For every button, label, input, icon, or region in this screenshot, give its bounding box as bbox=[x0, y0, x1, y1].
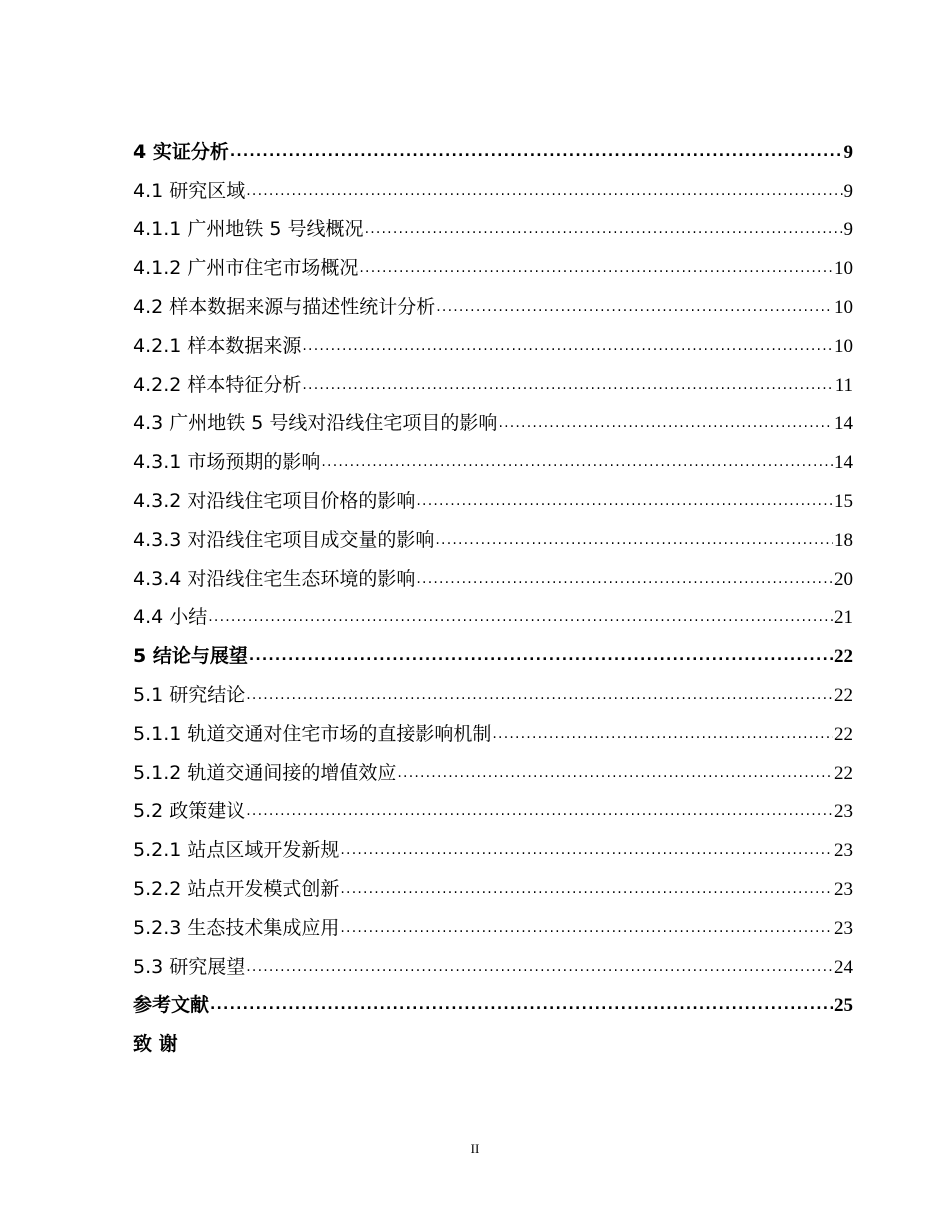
toc-entry-label: 4.1.2 广州市住宅市场概况 bbox=[133, 257, 359, 280]
toc-entry-label: 4.3.2 对沿线住宅项目价格的影响 bbox=[133, 489, 416, 512]
toc-leader-dots bbox=[492, 727, 833, 741]
toc-entry[interactable] bbox=[133, 401, 853, 440]
toc-entry-label: 4.3.3 对沿线住宅项目成交量的影响 bbox=[133, 528, 435, 551]
toc-entry[interactable] bbox=[133, 595, 853, 634]
toc-entry-page: 22 bbox=[834, 684, 853, 706]
toc-entry[interactable] bbox=[133, 711, 853, 750]
toc-entry[interactable] bbox=[133, 1021, 853, 1060]
toc-leader-dots bbox=[340, 921, 833, 935]
toc-entry-label: 4.3 广州地铁 5 号线对沿线住宅项目的影响 bbox=[133, 412, 498, 435]
toc-entry-page: 14 bbox=[834, 413, 853, 435]
toc-entry[interactable] bbox=[133, 633, 853, 672]
toc-entry[interactable] bbox=[133, 245, 853, 284]
toc-entry-label: 4.1.1 广州地铁 5 号线概况 bbox=[133, 218, 364, 241]
toc-entry-page: 21 bbox=[834, 607, 853, 629]
toc-entry-page: 23 bbox=[834, 917, 853, 939]
toc-leader-dots bbox=[246, 960, 833, 974]
table-of-contents bbox=[133, 129, 853, 1060]
toc-leader-dots bbox=[246, 804, 833, 818]
toc-entry[interactable] bbox=[133, 439, 853, 478]
toc-entry-label: 4.2 样本数据来源与描述性统计分析 bbox=[133, 295, 436, 318]
toc-entry-label: 5.1.2 轨道交通间接的增值效应 bbox=[133, 761, 397, 784]
toc-leader-dots bbox=[302, 339, 833, 353]
toc-leader-dots bbox=[208, 610, 833, 624]
toc-leader-dots bbox=[246, 688, 833, 702]
toc-entry-page: 14 bbox=[834, 452, 853, 474]
toc-entry-page: 10 bbox=[834, 335, 853, 357]
toc-entry[interactable] bbox=[133, 944, 853, 983]
toc-entry[interactable] bbox=[133, 129, 853, 168]
toc-entry-label: 4.1 研究区域 bbox=[133, 179, 246, 202]
toc-leader-dots bbox=[436, 300, 833, 314]
toc-entry-page: 9 bbox=[843, 141, 853, 163]
toc-leader-dots bbox=[321, 455, 833, 469]
toc-entry-label: 5.1.1 轨道交通对住宅市场的直接影响机制 bbox=[133, 722, 492, 745]
toc-entry-label: 4.3.1 市场预期的影响 bbox=[133, 451, 321, 474]
toc-entry[interactable] bbox=[133, 362, 853, 401]
toc-entry-page: 9 bbox=[843, 219, 853, 241]
toc-entry[interactable] bbox=[133, 905, 853, 944]
toc-leader-dots bbox=[230, 145, 843, 159]
toc-entry[interactable] bbox=[133, 983, 853, 1022]
toc-leader-dots bbox=[210, 998, 833, 1012]
toc-entry-label: 5.2 政策建议 bbox=[133, 800, 246, 823]
toc-entry[interactable] bbox=[133, 750, 853, 789]
toc-entry[interactable] bbox=[133, 478, 853, 517]
toc-entry-label: 4.2.2 样本特征分析 bbox=[133, 373, 302, 396]
toc-entry-page: 23 bbox=[834, 840, 853, 862]
toc-leader-dots bbox=[435, 533, 833, 547]
toc-entry-label: 5.1 研究结论 bbox=[133, 683, 246, 706]
toc-entry-page: 11 bbox=[834, 374, 853, 396]
toc-leader-dots bbox=[249, 649, 833, 663]
toc-entry[interactable] bbox=[133, 323, 853, 362]
toc-entry-label: 5 结论与展望 bbox=[133, 645, 248, 668]
toc-entry-page: 20 bbox=[834, 568, 853, 590]
toc-entry[interactable] bbox=[133, 827, 853, 866]
toc-leader-dots bbox=[340, 882, 833, 896]
toc-entry-page: 23 bbox=[834, 801, 853, 823]
toc-entry[interactable] bbox=[133, 672, 853, 711]
toc-entry-page: 23 bbox=[834, 878, 853, 900]
toc-entry-label: 4.3.4 对沿线住宅生态环境的影响 bbox=[133, 567, 416, 590]
toc-entry-label: 5.2.3 生态技术集成应用 bbox=[133, 916, 340, 939]
toc-entry-label: 5.3 研究展望 bbox=[133, 955, 246, 978]
toc-leader-dots bbox=[365, 222, 843, 236]
toc-entry-page: 25 bbox=[834, 995, 853, 1017]
toc-entry[interactable] bbox=[133, 284, 853, 323]
toc-entry-label: 4.4 小结 bbox=[133, 606, 208, 629]
toc-leader-dots bbox=[359, 261, 833, 275]
toc-entry[interactable] bbox=[133, 207, 853, 246]
toc-leader-dots bbox=[416, 494, 833, 508]
toc-entry-page: 22 bbox=[834, 762, 853, 784]
toc-entry-label: 4 实证分析 bbox=[133, 140, 229, 163]
toc-entry-page: 10 bbox=[834, 258, 853, 280]
toc-entry[interactable] bbox=[133, 517, 853, 556]
toc-entry-page: 22 bbox=[834, 723, 853, 745]
toc-entry-label: 5.2.2 站点开发模式创新 bbox=[133, 877, 340, 900]
toc-leader-dots bbox=[397, 766, 833, 780]
toc-leader-dots bbox=[340, 843, 833, 857]
toc-entry-page: 10 bbox=[834, 296, 853, 318]
toc-entry-label: 4.2.1 样本数据来源 bbox=[133, 334, 302, 357]
toc-entry-label: 参考文献 bbox=[133, 994, 210, 1017]
page-number: II bbox=[470, 1141, 480, 1156]
toc-entry[interactable] bbox=[133, 168, 853, 207]
toc-leader-dots bbox=[302, 378, 833, 392]
toc-entry-page: 22 bbox=[834, 646, 853, 668]
toc-entry-page: 18 bbox=[834, 529, 853, 551]
toc-entry-label: 5.2.1 站点区域开发新规 bbox=[133, 839, 340, 862]
toc-entry-page: 24 bbox=[834, 956, 853, 978]
toc-leader-dots bbox=[498, 416, 833, 430]
toc-entry[interactable] bbox=[133, 789, 853, 828]
toc-entry-page: 15 bbox=[834, 490, 853, 512]
toc-leader-dots bbox=[246, 184, 842, 198]
toc-entry-label: 致 谢 bbox=[133, 1033, 178, 1056]
toc-leader-dots bbox=[416, 572, 833, 586]
toc-entry[interactable] bbox=[133, 866, 853, 905]
toc-entry-page: 9 bbox=[843, 180, 853, 202]
toc-entry[interactable] bbox=[133, 556, 853, 595]
